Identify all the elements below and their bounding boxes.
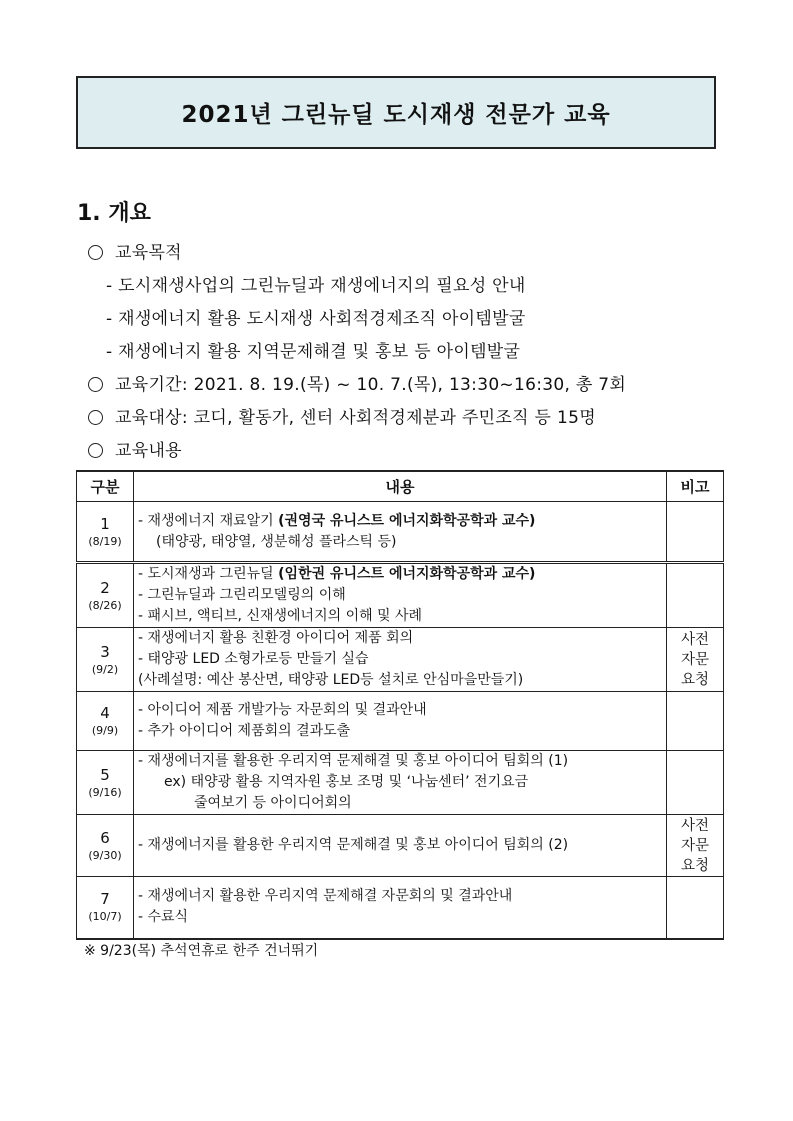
session-number: 2: [100, 578, 110, 597]
purpose-item: - 도시재생사업의 그린뉴딜과 재생에너지의 필요성 안내: [106, 276, 526, 296]
content-line: (태양광, 태양열, 생분해성 플라스틱 등): [156, 533, 397, 550]
content-label-line: [88, 436, 182, 461]
table-row: [77, 751, 724, 815]
schedule-table: [76, 470, 724, 940]
session-cell: [77, 815, 134, 877]
content-cell: [134, 815, 667, 877]
session-date: (8/26): [88, 598, 122, 612]
section-heading: 1. 개요: [77, 201, 151, 226]
circle-bullet-icon: [88, 245, 103, 260]
session-date: (9/2): [91, 662, 119, 676]
session-cell: [77, 751, 134, 815]
period-text: 교육기간: 2021. 8. 19.(목) ~ 10. 7.(목), 13:30~16:30, 총 7회: [115, 375, 627, 395]
note-text: 사전: [680, 631, 709, 648]
table-header-row: [77, 471, 724, 502]
note-cell: [667, 502, 724, 563]
content-label: 교육내용: [115, 441, 182, 461]
content-line: - 재생에너지를 활용한 우리지역 문제해결 및 홍보 아이디어 팀회의 (1): [138, 753, 569, 769]
session-cell: [77, 563, 134, 628]
purpose-item: - 재생에너지 활용 지역문제해결 및 홍보 등 아이템발굴: [106, 342, 521, 362]
instructor-name: (권영국 유니스트 에너지화학공학과 교수): [278, 512, 536, 529]
header-cell: 내용: [134, 471, 667, 502]
session-date: (8/19): [88, 534, 122, 548]
note-text: 요청: [680, 857, 709, 874]
circle-bullet-icon: [88, 443, 103, 458]
content-line: - 태양광 LED 소형가로등 만들기 실습: [138, 651, 369, 667]
table-row: [77, 628, 724, 692]
purpose-item: - 재생에너지 활용 도시재생 사회적경제조직 아이템발굴: [106, 309, 526, 329]
content-cell: [134, 563, 667, 628]
table-row: [77, 877, 724, 939]
note-cell: [667, 751, 724, 815]
content-line: - 그린뉴딜과 그린리모델링의 이해: [138, 587, 346, 603]
target-text: 교육대상: 코디, 활동가, 센터 사회적경제분과 주민조직 등 15명: [115, 408, 596, 428]
session-number: 4: [100, 704, 110, 722]
session-date: (9/9): [91, 724, 119, 737]
content-line: - 재생에너지 활용 친환경 아이디어 제품 회의: [138, 630, 414, 646]
note-cell: [667, 628, 724, 692]
circle-bullet-icon: [88, 377, 103, 392]
title-box: [76, 76, 716, 149]
note-text: 사전: [680, 817, 709, 834]
session-cell: [77, 502, 134, 563]
session-date: (10/7): [88, 910, 122, 924]
session-date: (9/30): [88, 848, 122, 862]
session-number: 5: [100, 765, 110, 784]
circle-bullet-icon: [88, 410, 103, 425]
session-cell: [77, 877, 134, 939]
purpose-label-line: [88, 238, 182, 263]
session-cell: [77, 692, 134, 751]
purpose-label: 교육목적: [115, 243, 182, 263]
period-line: [88, 370, 626, 395]
content-text: - 도시재생과 그린뉴딜: [138, 566, 279, 582]
note-text: 자문: [680, 837, 709, 854]
header-cell: 비고: [667, 471, 724, 502]
content-cell: [134, 628, 667, 692]
footnote: ※ 9/23(목) 추석연휴로 한주 건너뛰기: [84, 943, 319, 959]
content-line: (사례설명: 예산 봉산면, 태양광 LED등 설치로 안심마을만들기): [138, 672, 524, 688]
content-cell: [134, 692, 667, 751]
content-cell: [134, 877, 667, 939]
instructor-name: (임한권 유니스트 에너지화학공학과 교수): [278, 566, 536, 582]
note-text: 요청: [680, 671, 709, 688]
content-cell: [134, 502, 667, 563]
table-row: [77, 815, 724, 877]
content-line: - 패시브, 액티브, 신재생에너지의 이해 및 사례: [138, 608, 423, 624]
session-number: 3: [100, 642, 110, 661]
session-cell: [77, 628, 134, 692]
session-number: 1: [100, 514, 110, 533]
content-text: - 재생에너지 재료알기: [138, 512, 279, 529]
content-line: [138, 511, 666, 532]
content-line: - 재생에너지를 활용한 우리지역 문제해결 및 홍보 아이디어 팀회의 (2): [138, 837, 569, 853]
session-date: (9/16): [88, 785, 122, 799]
note-cell: [667, 563, 724, 628]
note-cell: [667, 815, 724, 877]
content-line: - 수료식: [138, 909, 189, 926]
header-cell: 구분: [77, 471, 134, 502]
session-number: 6: [100, 828, 110, 847]
note-cell: [667, 692, 724, 751]
content-line: ex) 태양광 활용 지역자원 홍보 조명 및 ‘나눔센터’ 전기요금: [164, 774, 529, 790]
table-row: [77, 502, 724, 563]
note-cell: [667, 877, 724, 939]
content-line: - 아이디어 제품 개발가능 자문회의 및 결과안내: [138, 702, 427, 718]
content-cell: [134, 751, 667, 815]
content-line: 줄여보기 등 아이디어회의: [194, 795, 352, 811]
table-row: [77, 692, 724, 751]
target-line: [88, 403, 596, 428]
content-line: [138, 564, 666, 585]
document-title: 2021년 그린뉴딜 도시재생 전문가 교육: [181, 102, 611, 128]
table-row: [77, 563, 724, 628]
content-line: - 재생에너지 활용한 우리지역 문제해결 자문회의 및 결과안내: [138, 888, 513, 905]
note-text: 자문: [680, 651, 709, 668]
session-number: 7: [100, 890, 110, 909]
content-line: - 추가 아이디어 제품회의 결과도출: [138, 723, 351, 739]
